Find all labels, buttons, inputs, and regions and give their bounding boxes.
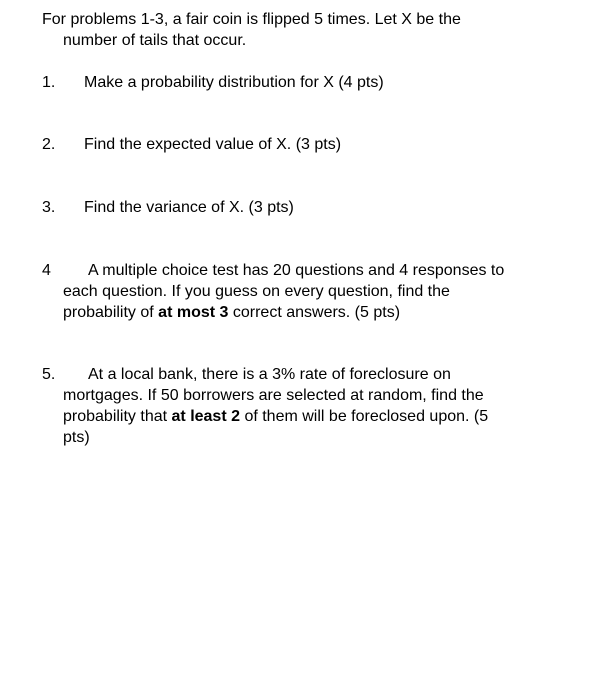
problem-4-line-3-post: correct answers. (5 pts) — [228, 304, 401, 321]
problem-4 — [42, 260, 562, 323]
problem-3-number: 3. — [42, 199, 56, 216]
problem-4-line-3 — [42, 302, 562, 323]
problem-5-line-1: At a local bank, there is a 3% rate of foreclosure on — [88, 366, 451, 383]
problem-5 — [42, 364, 562, 448]
problem-1-text: Make a probability distribution for X (4 pts) — [84, 74, 384, 91]
problem-5-line-3-post: of them will be foreclosed upon. (5 — [240, 408, 489, 425]
problem-2-text: Find the expected value of X. (3 pts) — [84, 136, 342, 153]
problem-5-line-3 — [42, 406, 562, 427]
problem-4-number: 4 — [42, 262, 51, 279]
problem-5-line-4: pts) — [63, 429, 90, 446]
problem-3 — [42, 197, 562, 218]
problem-5-line-3-pre: probability that — [63, 408, 172, 425]
problem-5-line-2: mortgages. If 50 borrowers are selected at random, find the — [63, 387, 484, 404]
problem-4-line-1: A multiple choice test has 20 questions and 4 responses to — [88, 262, 505, 279]
intro-paragraph — [42, 9, 562, 51]
problem-2 — [42, 134, 562, 155]
problem-2-number: 2. — [42, 136, 56, 153]
problem-5-emphasis: at least 2 — [171, 408, 240, 425]
problem-4-emphasis: at most 3 — [158, 304, 229, 321]
problem-4-line-2: each question. If you guess on every question, find the — [63, 283, 450, 300]
problem-5-number: 5. — [42, 366, 56, 383]
intro-line-1: For problems 1-3, a fair coin is flipped 5 times. Let X be the — [42, 11, 461, 28]
problem-4-line-3-pre: probability of — [63, 304, 159, 321]
intro-line-2: number of tails that occur. — [63, 32, 247, 49]
problem-3-text: Find the variance of X. (3 pts) — [84, 199, 294, 216]
problem-1-number: 1. — [42, 74, 56, 91]
problem-1 — [42, 72, 562, 93]
